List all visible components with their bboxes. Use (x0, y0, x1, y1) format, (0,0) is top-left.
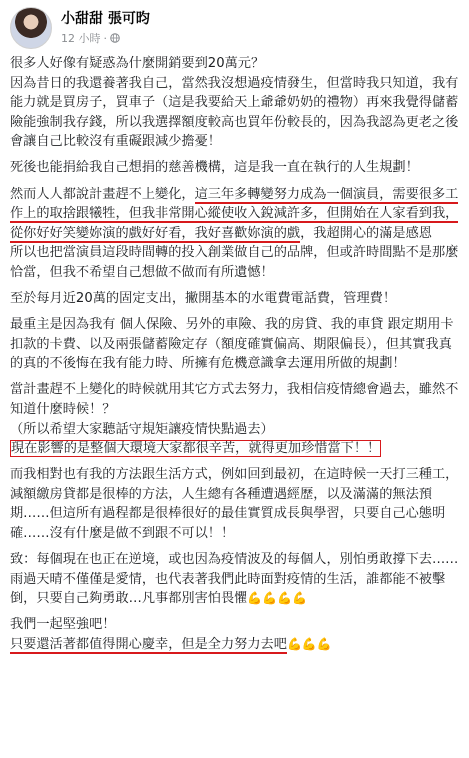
post-paragraph (10, 550, 459, 609)
author-avatar[interactable] (10, 7, 52, 49)
author-name[interactable]: 小甜甜 張可昀 (61, 11, 150, 27)
paragraph-text: 死後也能捐給我自己想捐的慈善機構，這是我一直在執行的人生規劃！ (10, 160, 419, 176)
post-body (10, 54, 459, 655)
post-paragraph (10, 185, 459, 283)
paragraph-text: 很多人好像有疑惑為什麼開銷要到20萬元？ 因為昔日的我還養著我自己，當然我沒想過疫情發生，但當時我只知道，我有能力就是買房子，買車子（這是我要給天上爺爺奶奶的禮物）再來我覺得儲蓄險能強制我存錢，所以我選擇額度較高也買年份較長的，因為我認為更老之後會讓自己比較沒有重礙跟減少擔憂！ (10, 56, 459, 150)
post-paragraph (10, 465, 459, 543)
flexed-biceps-icon: 💪💪💪 (286, 637, 332, 652)
underlined-text: 這三年多轉變努力成為一個演員，需要很多工作上的取捨跟犧牲，但我非常開心縱使收入銳減許多，但開始在人家看到我，從你好好笑變妳演的戲好好看，我好喜歡妳演的戲 (10, 186, 459, 241)
timestamp-row (61, 30, 150, 46)
flexed-biceps-icon: 💪💪💪💪 (247, 591, 308, 606)
paragraph-text: 致：每個現在也正在逆境，或也因為疫情波及的每個人，別怕勇敢撐下去……雨過天晴不僅僅是愛情，也代表著我們此時面對疫情的生活，誰都能不被擊倒，只要自己夠勇敢…凡事都別害怕畏懼 (10, 552, 459, 607)
paragraph-text: 最重主是因為我有 個人保險、另外的車險、我的房貸、我的車貸 跟定期用卡扣款的卡費、以及兩張儲蓄險定存（額度確實偏高、期限偏長），但其實我真的真的不後悔在我有能力時、所擁有危機意識拿去運用所做的規劃！ (10, 317, 454, 372)
meta-separator: · (103, 31, 107, 45)
boxed-text: 現在影響的是整個大環境大家都很辛苦，就得更加珍惜當下！！ (11, 441, 381, 457)
paragraph-text: 然而人人都說計畫趕不上變化， (10, 186, 195, 202)
paragraph-text: 至於每月近20萬的固定支出，撇開基本的水電費電話費，管理費！ (10, 291, 397, 307)
post-header (10, 0, 459, 54)
post-paragraph (10, 380, 459, 458)
post-time[interactable]: 12 小時 (61, 32, 101, 45)
paragraph-text: ，我超開心的滿是感恩 所以也把當演員這段時間轉的投入創業做自己的品牌，但或許時間點不是那麼恰當，但我不希望自己想做不做而有所遺憾！ (10, 225, 459, 280)
post-meta (61, 10, 150, 46)
post-paragraph (10, 615, 459, 654)
post-paragraph (10, 315, 459, 374)
paragraph-text: 而我相對也有我的方法跟生活方式，例如回到最初，在這時候一天打三種工，減額繳房貸都是很棒的方法，人生總有各種遭遇經歷，以及滿滿的無法預期……但這所有過程都是很棒很好的最佳實質成長與學習，只要自己心態明確……沒有什麼是做不到跟不可以！！ (10, 467, 459, 542)
paragraph-text: 當計畫趕不上變化的時候就用其它方式去努力，我相信疫情總會過去，雖然不知道什麼時候！？ （所以希望大家聽話守規矩讓疫情快點過去） (10, 382, 459, 437)
underlined-text: 只要還活著都值得開心慶幸，但是全力努力去吧 (10, 637, 287, 653)
post-paragraph (10, 54, 459, 152)
post-paragraph (10, 158, 459, 178)
paragraph-text: 我們一起堅強吧！ (10, 617, 116, 633)
post-paragraph (10, 289, 459, 309)
globe-icon[interactable] (110, 33, 120, 43)
